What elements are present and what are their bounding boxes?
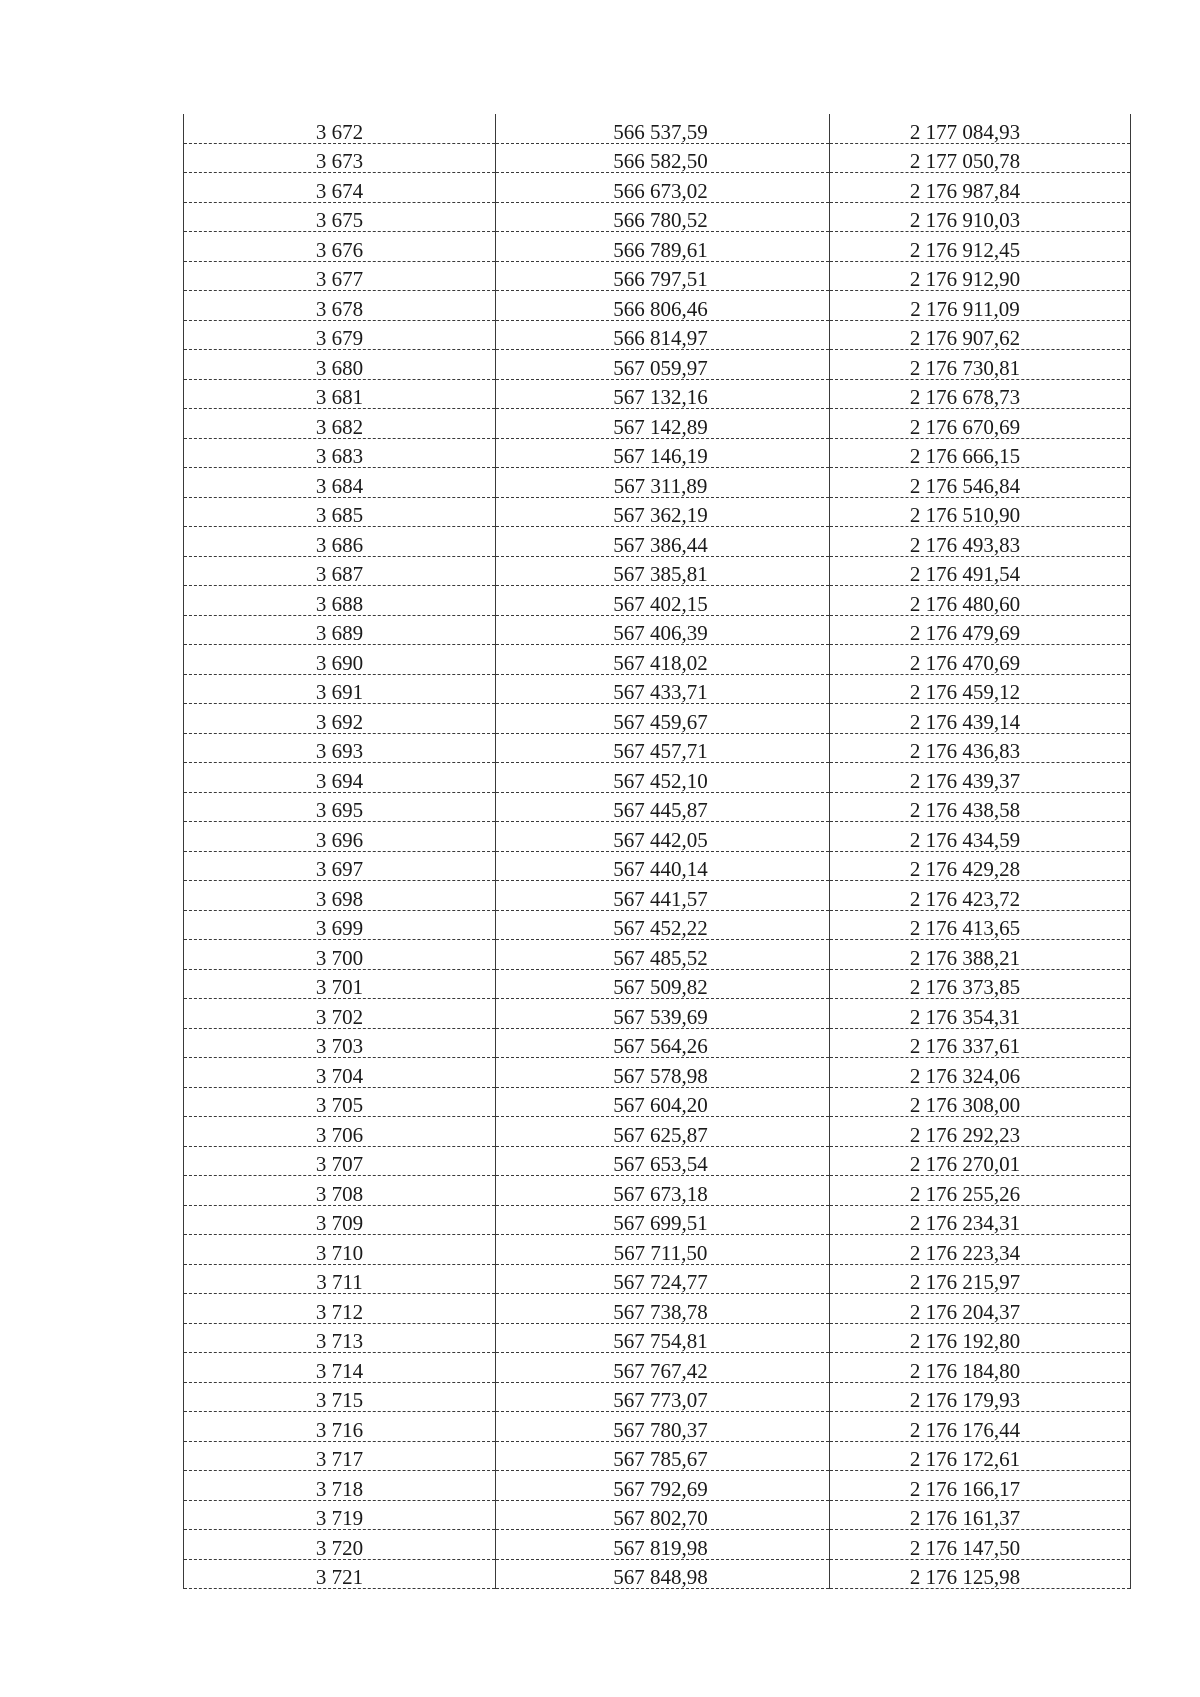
table-row — [184, 1353, 1131, 1383]
y-coordinate-cell: 2 176 147,50 — [830, 1530, 1131, 1560]
y-coordinate-cell: 2 176 255,26 — [830, 1176, 1131, 1206]
x-coordinate-cell: 566 797,51 — [496, 261, 830, 291]
table-row — [184, 645, 1131, 675]
x-coordinate-cell: 567 445,87 — [496, 792, 830, 822]
y-coordinate-cell: 2 176 308,00 — [830, 1087, 1131, 1117]
point-number-cell: 3 683 — [184, 438, 496, 468]
point-number-cell: 3 681 — [184, 379, 496, 409]
table-row — [184, 1028, 1131, 1058]
table-row — [184, 202, 1131, 232]
table-row — [184, 792, 1131, 822]
y-coordinate-cell: 2 176 223,34 — [830, 1235, 1131, 1265]
point-number-cell: 3 708 — [184, 1176, 496, 1206]
y-coordinate-cell: 2 176 493,83 — [830, 527, 1131, 557]
point-number-cell: 3 717 — [184, 1441, 496, 1471]
y-coordinate-cell: 2 176 337,61 — [830, 1028, 1131, 1058]
table-row — [184, 261, 1131, 291]
y-coordinate-cell: 2 176 388,21 — [830, 940, 1131, 970]
x-coordinate-cell: 567 459,67 — [496, 704, 830, 734]
table-row — [184, 291, 1131, 321]
y-coordinate-cell: 2 177 084,93 — [830, 114, 1131, 143]
x-coordinate-cell: 567 442,05 — [496, 822, 830, 852]
x-coordinate-cell: 567 653,54 — [496, 1146, 830, 1176]
point-number-cell: 3 701 — [184, 969, 496, 999]
table-row — [184, 350, 1131, 380]
point-number-cell: 3 700 — [184, 940, 496, 970]
x-coordinate-cell: 567 802,70 — [496, 1500, 830, 1530]
x-coordinate-cell: 567 402,15 — [496, 586, 830, 616]
x-coordinate-cell: 567 433,71 — [496, 674, 830, 704]
y-coordinate-cell: 2 176 423,72 — [830, 881, 1131, 911]
x-coordinate-cell: 567 780,37 — [496, 1412, 830, 1442]
x-coordinate-cell: 567 699,51 — [496, 1205, 830, 1235]
table-row — [184, 1235, 1131, 1265]
y-coordinate-cell: 2 176 491,54 — [830, 556, 1131, 586]
x-coordinate-cell: 567 754,81 — [496, 1323, 830, 1353]
x-coordinate-cell: 567 738,78 — [496, 1294, 830, 1324]
x-coordinate-cell: 567 386,44 — [496, 527, 830, 557]
x-coordinate-cell: 567 452,22 — [496, 910, 830, 940]
y-coordinate-cell: 2 176 172,61 — [830, 1441, 1131, 1471]
table-row — [184, 173, 1131, 203]
point-number-cell: 3 692 — [184, 704, 496, 734]
point-number-cell: 3 696 — [184, 822, 496, 852]
point-number-cell: 3 691 — [184, 674, 496, 704]
x-coordinate-cell: 567 406,39 — [496, 615, 830, 645]
y-coordinate-cell: 2 176 912,90 — [830, 261, 1131, 291]
x-coordinate-cell: 567 848,98 — [496, 1559, 830, 1589]
x-coordinate-cell: 566 789,61 — [496, 232, 830, 262]
y-coordinate-cell: 2 176 470,69 — [830, 645, 1131, 675]
x-coordinate-cell: 567 418,02 — [496, 645, 830, 675]
y-coordinate-cell: 2 176 670,69 — [830, 409, 1131, 439]
table-row — [184, 586, 1131, 616]
x-coordinate-cell: 566 814,97 — [496, 320, 830, 350]
y-coordinate-cell: 2 176 510,90 — [830, 497, 1131, 527]
y-coordinate-cell: 2 176 546,84 — [830, 468, 1131, 498]
point-number-cell: 3 715 — [184, 1382, 496, 1412]
point-number-cell: 3 721 — [184, 1559, 496, 1589]
y-coordinate-cell: 2 176 373,85 — [830, 969, 1131, 999]
y-coordinate-cell: 2 176 270,01 — [830, 1146, 1131, 1176]
point-number-cell: 3 680 — [184, 350, 496, 380]
table-row — [184, 910, 1131, 940]
point-number-cell: 3 713 — [184, 1323, 496, 1353]
point-number-cell: 3 704 — [184, 1058, 496, 1088]
table-row — [184, 1264, 1131, 1294]
y-coordinate-cell: 2 176 436,83 — [830, 733, 1131, 763]
point-number-cell: 3 707 — [184, 1146, 496, 1176]
x-coordinate-cell: 567 673,18 — [496, 1176, 830, 1206]
x-coordinate-cell: 567 767,42 — [496, 1353, 830, 1383]
table-row — [184, 969, 1131, 999]
point-number-cell: 3 688 — [184, 586, 496, 616]
y-coordinate-cell: 2 176 166,17 — [830, 1471, 1131, 1501]
table-row — [184, 763, 1131, 793]
table-row — [184, 674, 1131, 704]
x-coordinate-cell: 566 582,50 — [496, 143, 830, 173]
x-coordinate-cell: 567 362,19 — [496, 497, 830, 527]
table-row — [184, 1146, 1131, 1176]
table-row — [184, 1294, 1131, 1324]
x-coordinate-cell: 567 142,89 — [496, 409, 830, 439]
point-number-cell: 3 673 — [184, 143, 496, 173]
x-coordinate-cell: 567 059,97 — [496, 350, 830, 380]
x-coordinate-cell: 567 773,07 — [496, 1382, 830, 1412]
x-coordinate-cell: 566 673,02 — [496, 173, 830, 203]
table-row — [184, 320, 1131, 350]
x-coordinate-cell: 567 604,20 — [496, 1087, 830, 1117]
y-coordinate-cell: 2 176 215,97 — [830, 1264, 1131, 1294]
y-coordinate-cell: 2 176 354,31 — [830, 999, 1131, 1029]
y-coordinate-cell: 2 176 324,06 — [830, 1058, 1131, 1088]
y-coordinate-cell: 2 176 125,98 — [830, 1559, 1131, 1589]
x-coordinate-cell: 567 385,81 — [496, 556, 830, 586]
table-row — [184, 822, 1131, 852]
point-number-cell: 3 693 — [184, 733, 496, 763]
point-number-cell: 3 711 — [184, 1264, 496, 1294]
table-row — [184, 468, 1131, 498]
table-row — [184, 1500, 1131, 1530]
table-row — [184, 615, 1131, 645]
table-row — [184, 556, 1131, 586]
x-coordinate-cell: 567 785,67 — [496, 1441, 830, 1471]
point-number-cell: 3 674 — [184, 173, 496, 203]
y-coordinate-cell: 2 176 459,12 — [830, 674, 1131, 704]
table-row — [184, 999, 1131, 1029]
point-number-cell: 3 716 — [184, 1412, 496, 1442]
table-row — [184, 1176, 1131, 1206]
coordinates-table-body — [184, 114, 1131, 1589]
x-coordinate-cell: 567 440,14 — [496, 851, 830, 881]
point-number-cell: 3 685 — [184, 497, 496, 527]
table-row — [184, 1471, 1131, 1501]
table-row — [184, 1205, 1131, 1235]
x-coordinate-cell: 566 806,46 — [496, 291, 830, 321]
point-number-cell: 3 690 — [184, 645, 496, 675]
point-number-cell: 3 697 — [184, 851, 496, 881]
y-coordinate-cell: 2 176 480,60 — [830, 586, 1131, 616]
point-number-cell: 3 712 — [184, 1294, 496, 1324]
y-coordinate-cell: 2 176 911,09 — [830, 291, 1131, 321]
y-coordinate-cell: 2 176 184,80 — [830, 1353, 1131, 1383]
point-number-cell: 3 675 — [184, 202, 496, 232]
table-row — [184, 527, 1131, 557]
y-coordinate-cell: 2 176 912,45 — [830, 232, 1131, 262]
x-coordinate-cell: 567 452,10 — [496, 763, 830, 793]
point-number-cell: 3 705 — [184, 1087, 496, 1117]
y-coordinate-cell: 2 176 730,81 — [830, 350, 1131, 380]
x-coordinate-cell: 567 819,98 — [496, 1530, 830, 1560]
point-number-cell: 3 689 — [184, 615, 496, 645]
table-row — [184, 1530, 1131, 1560]
x-coordinate-cell: 566 780,52 — [496, 202, 830, 232]
point-number-cell: 3 679 — [184, 320, 496, 350]
x-coordinate-cell: 567 539,69 — [496, 999, 830, 1029]
x-coordinate-cell: 567 311,89 — [496, 468, 830, 498]
x-coordinate-cell: 567 509,82 — [496, 969, 830, 999]
point-number-cell: 3 677 — [184, 261, 496, 291]
point-number-cell: 3 709 — [184, 1205, 496, 1235]
point-number-cell: 3 698 — [184, 881, 496, 911]
table-row — [184, 379, 1131, 409]
x-coordinate-cell: 567 578,98 — [496, 1058, 830, 1088]
y-coordinate-cell: 2 176 292,23 — [830, 1117, 1131, 1147]
y-coordinate-cell: 2 176 678,73 — [830, 379, 1131, 409]
table-row — [184, 143, 1131, 173]
point-number-cell: 3 703 — [184, 1028, 496, 1058]
table-row — [184, 438, 1131, 468]
point-number-cell: 3 719 — [184, 1500, 496, 1530]
x-coordinate-cell: 566 537,59 — [496, 114, 830, 143]
table-row — [184, 1412, 1131, 1442]
y-coordinate-cell: 2 176 192,80 — [830, 1323, 1131, 1353]
y-coordinate-cell: 2 176 479,69 — [830, 615, 1131, 645]
table-row — [184, 1382, 1131, 1412]
x-coordinate-cell: 567 441,57 — [496, 881, 830, 911]
table-row — [184, 940, 1131, 970]
y-coordinate-cell: 2 176 434,59 — [830, 822, 1131, 852]
table-row — [184, 409, 1131, 439]
y-coordinate-cell: 2 177 050,78 — [830, 143, 1131, 173]
point-number-cell: 3 682 — [184, 409, 496, 439]
point-number-cell: 3 710 — [184, 1235, 496, 1265]
x-coordinate-cell: 567 146,19 — [496, 438, 830, 468]
point-number-cell: 3 718 — [184, 1471, 496, 1501]
y-coordinate-cell: 2 176 179,93 — [830, 1382, 1131, 1412]
y-coordinate-cell: 2 176 907,62 — [830, 320, 1131, 350]
table-row — [184, 733, 1131, 763]
point-number-cell: 3 686 — [184, 527, 496, 557]
point-number-cell: 3 676 — [184, 232, 496, 262]
y-coordinate-cell: 2 176 910,03 — [830, 202, 1131, 232]
y-coordinate-cell: 2 176 161,37 — [830, 1500, 1131, 1530]
y-coordinate-cell: 2 176 204,37 — [830, 1294, 1131, 1324]
point-number-cell: 3 678 — [184, 291, 496, 321]
coordinates-table — [183, 114, 1131, 1589]
y-coordinate-cell: 2 176 234,31 — [830, 1205, 1131, 1235]
table-row — [184, 1323, 1131, 1353]
x-coordinate-cell: 567 457,71 — [496, 733, 830, 763]
x-coordinate-cell: 567 564,26 — [496, 1028, 830, 1058]
x-coordinate-cell: 567 792,69 — [496, 1471, 830, 1501]
point-number-cell: 3 684 — [184, 468, 496, 498]
x-coordinate-cell: 567 485,52 — [496, 940, 830, 970]
point-number-cell: 3 714 — [184, 1353, 496, 1383]
point-number-cell: 3 672 — [184, 114, 496, 143]
table-row — [184, 1559, 1131, 1589]
x-coordinate-cell: 567 724,77 — [496, 1264, 830, 1294]
table-row — [184, 114, 1131, 143]
y-coordinate-cell: 2 176 987,84 — [830, 173, 1131, 203]
table-row — [184, 232, 1131, 262]
point-number-cell: 3 695 — [184, 792, 496, 822]
point-number-cell: 3 699 — [184, 910, 496, 940]
point-number-cell: 3 687 — [184, 556, 496, 586]
table-row — [184, 1441, 1131, 1471]
y-coordinate-cell: 2 176 413,65 — [830, 910, 1131, 940]
table-row — [184, 851, 1131, 881]
point-number-cell: 3 706 — [184, 1117, 496, 1147]
table-row — [184, 704, 1131, 734]
table-row — [184, 497, 1131, 527]
x-coordinate-cell: 567 625,87 — [496, 1117, 830, 1147]
y-coordinate-cell: 2 176 176,44 — [830, 1412, 1131, 1442]
x-coordinate-cell: 567 132,16 — [496, 379, 830, 409]
table-row — [184, 1087, 1131, 1117]
table-row — [184, 1117, 1131, 1147]
table-row — [184, 1058, 1131, 1088]
y-coordinate-cell: 2 176 439,37 — [830, 763, 1131, 793]
y-coordinate-cell: 2 176 439,14 — [830, 704, 1131, 734]
point-number-cell: 3 702 — [184, 999, 496, 1029]
point-number-cell: 3 694 — [184, 763, 496, 793]
x-coordinate-cell: 567 711,50 — [496, 1235, 830, 1265]
y-coordinate-cell: 2 176 438,58 — [830, 792, 1131, 822]
point-number-cell: 3 720 — [184, 1530, 496, 1560]
y-coordinate-cell: 2 176 429,28 — [830, 851, 1131, 881]
table-row — [184, 881, 1131, 911]
y-coordinate-cell: 2 176 666,15 — [830, 438, 1131, 468]
